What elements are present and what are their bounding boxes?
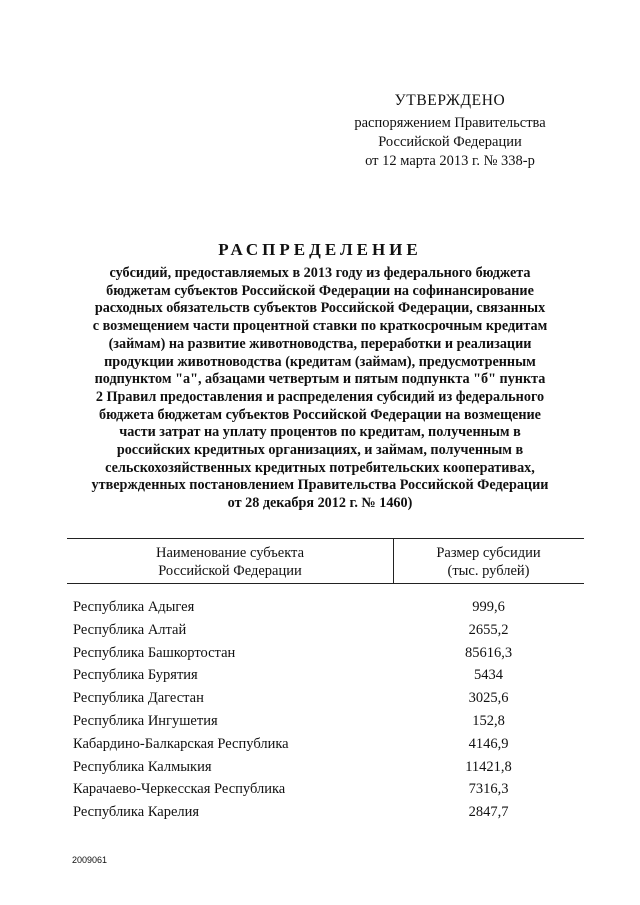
approval-line: Российской Федерации [378,134,522,150]
approval-heading: УТВЕРЖДЕНО [394,92,506,109]
description-line: сельскохозяйственных кредитных потребительских кооперативах, [105,459,535,476]
subsidy-value: 2655,2 [468,621,509,638]
region-name: Карачаево-Черкесская Республика [73,781,286,798]
region-name: Республика Башкортостан [73,644,236,661]
subsidy-table-body [67,596,584,824]
subsidy-value: 4146,9 [468,735,509,752]
region-name: Республика Дагестан [73,690,204,707]
region-name: Республика Калмыкия [73,758,212,775]
region-name: Республика Алтай [73,621,187,638]
table-row [67,687,584,710]
approval-line: от 12 марта 2013 г. № 338-р [365,153,535,169]
description-line: от 28 декабря 2012 г. № 1460) [227,495,413,512]
description-line: части затрат на уплату процентов по кредитам, полученным в [119,424,521,441]
description-line: (займам) на развитие животноводства, переработки и реализации [108,335,532,352]
region-name: Республика Карелия [73,804,200,821]
description-line: субсидий, предоставляемых в 2013 году из федерального бюджета [109,265,531,281]
subsidy-value: 152,8 [472,712,505,729]
table-top-rule [67,538,584,539]
approval-line: распоряжением Правительства [354,115,546,131]
region-name: Республика Ингушетия [73,712,218,729]
table-row [67,642,584,665]
column-header-line: Размер субсидии [436,545,541,561]
subsidy-value: 2847,7 [468,804,509,821]
subsidy-value: 3025,6 [468,690,509,707]
region-name: Кабардино-Балкарская Республика [73,735,289,752]
table-row [67,596,584,619]
column-header-region-name [67,544,393,580]
description-line: утвержденных постановлением Правительства Российской Федерации [91,477,549,494]
subsidy-value: 11421,8 [465,758,512,775]
region-name: Республика Бурятия [73,667,198,684]
document-description [40,265,600,513]
table-row [67,778,584,801]
subsidy-value: 7316,3 [468,781,509,798]
table-row [67,619,584,642]
table-header-rule [67,583,584,584]
table-row [67,733,584,756]
table-row [67,756,584,779]
subsidy-value: 85616,3 [464,644,513,661]
document-title: РАСПРЕДЕЛЕНИЕ [218,240,422,259]
description-line: расходных обязательств субъектов Российской Федерации, связанных [94,300,546,317]
subsidy-value: 999,6 [472,599,505,615]
subsidy-value: 5434 [474,667,503,684]
description-line: бюджетам субъектов Российской Федерации на софинансирование [106,282,534,299]
column-header-line: Российской Федерации [158,563,302,579]
column-header-line: Наименование субъекта [155,545,305,561]
region-name: Республика Адыгея [73,599,195,615]
description-line: с возмещением части процентной ставки по краткосрочным кредитам [92,318,548,335]
description-line: 2 Правил предоставления и распределения субсидий из федерального [95,388,545,405]
document-code: 2009061 [72,855,108,865]
column-header-line: (тыс. рублей) [447,563,530,579]
column-header-subsidy-size [393,544,584,580]
table-row [67,710,584,733]
description-line: бюджета бюджетам субъектов Российской Федерации на возмещение [99,406,541,423]
table-row [67,801,584,824]
table-row [67,664,584,687]
description-line: российских кредитных организациях, и займам, полученным в [116,442,524,459]
description-line: подпунктом "а", абзацами четвертым и пятым подпункта "б" пункта [94,371,546,388]
approval-stamp [330,92,570,171]
description-line: продукции животноводства (кредитам (займам), предусмотренным [104,353,536,370]
